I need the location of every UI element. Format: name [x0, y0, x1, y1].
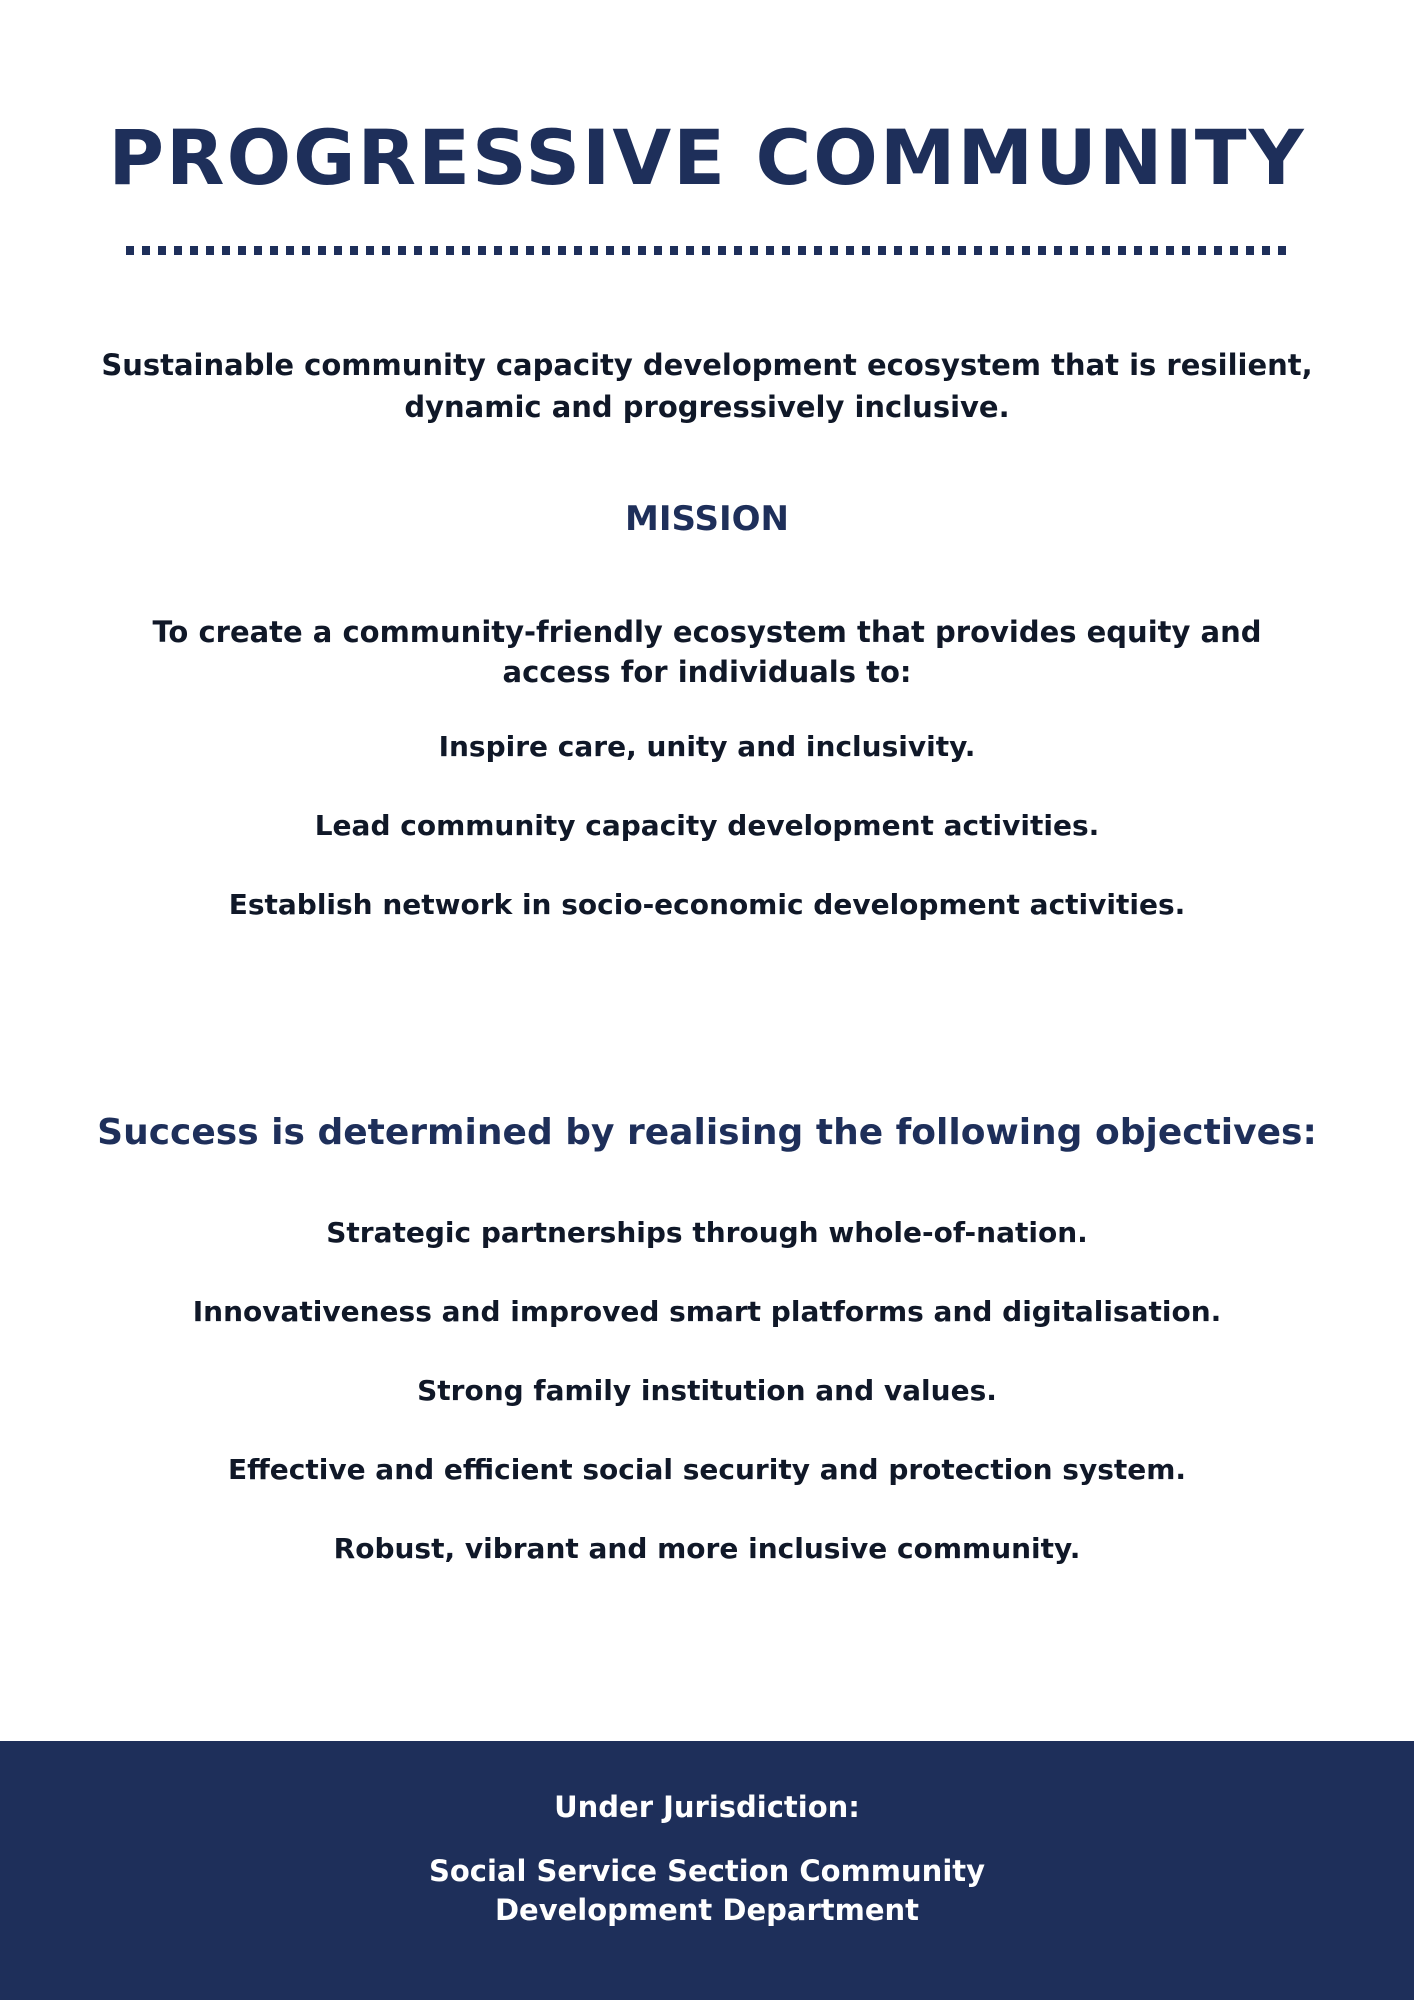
mission-item: Lead community capacity development activities. — [314, 809, 1100, 842]
objective-item: Innovativeness and improved smart platforms and digitalisation. — [192, 1295, 1222, 1328]
mission-heading: MISSION — [625, 499, 789, 539]
vision-statement: Sustainable community capacity development ecosystem that is resilient, dynamic and progressively inclusive. — [101, 348, 1313, 424]
objective-item: Strong family institution and values. — [417, 1374, 997, 1407]
mission-item: Establish network in socio-economic development activities. — [228, 888, 1186, 921]
mission-list — [0, 727, 1414, 964]
department-name: Social Service Section Community Development Department — [428, 1854, 986, 1927]
mission-item: Inspire care, unity and inclusivity. — [438, 730, 976, 763]
objective-item: Robust, vibrant and more inclusive community. — [333, 1532, 1081, 1565]
jurisdiction-label: Under Jurisdiction: — [554, 1790, 860, 1824]
footer-banner — [0, 1741, 1414, 2000]
objective-item: Strategic partnerships through whole-of-nation. — [326, 1216, 1088, 1249]
objective-item: Effective and efficient social security and protection system. — [227, 1453, 1187, 1486]
mission-intro: To create a community-friendly ecosystem that provides equity and access for individuals to: — [152, 615, 1262, 689]
objectives-list — [0, 1213, 1414, 1608]
objectives-heading: Success is determined by realising the following objectives: — [97, 1112, 1317, 1153]
dotted-divider — [126, 246, 1294, 255]
page-title: PROGRESSIVE COMMUNITY — [108, 113, 1306, 202]
